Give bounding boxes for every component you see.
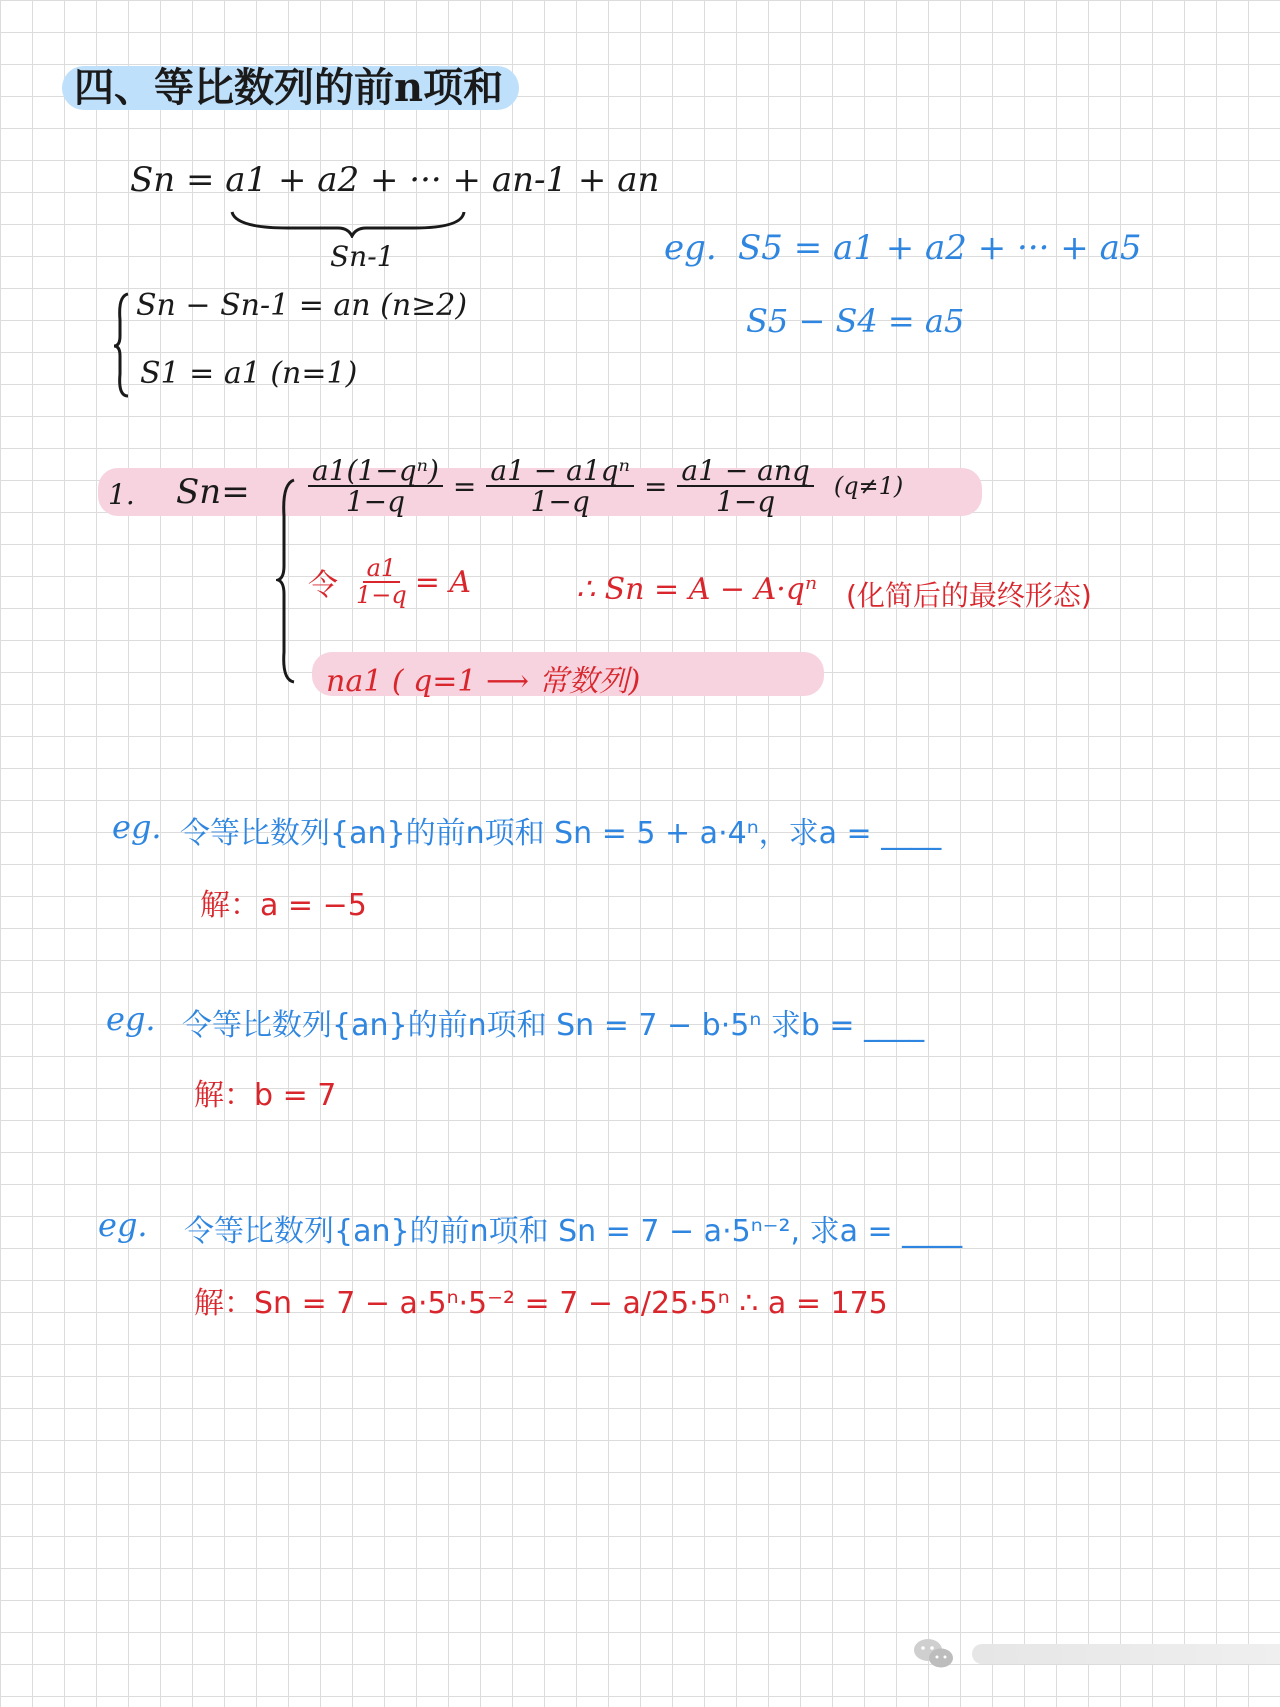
let-line (308, 556, 471, 608)
page-title: 四、等比数列的前n项和 (62, 66, 519, 110)
fraction-row (304, 456, 903, 517)
eg-label-3: eg. (98, 1206, 148, 1244)
formula-brace (276, 476, 298, 686)
formula-number: 1. (108, 478, 135, 511)
fraction-3 (677, 456, 813, 517)
simplified-note: (化简后的最终形态) (846, 579, 1092, 612)
system-brace (112, 290, 132, 400)
example-right-line-2: S5 − S4 = a5 (746, 302, 965, 340)
example-2-question: 令等比数列{an}的前n项和 Sn = 7 − b·5ⁿ 求b = ____ (182, 1008, 925, 1043)
case-q-equals-1: na1 ( q=1 ⟶ 常数列) (326, 664, 641, 699)
fraction-3-denominator: 1−q (716, 485, 776, 519)
let-fraction-denominator: 1−q (356, 581, 407, 610)
fraction-1 (308, 456, 443, 517)
watermark-bar (972, 1644, 1280, 1664)
example-3-question: 令等比数列{an}的前n项和 Sn = 7 − a·5ⁿ⁻², 求a = ____ (184, 1214, 963, 1249)
let-fraction (352, 556, 411, 608)
equals-sign: = (643, 469, 668, 503)
formula-condition: (q≠1) (833, 472, 904, 501)
fraction-2-denominator: 1−q (530, 485, 590, 519)
fraction-2-numerator: a1 − a1qⁿ (486, 456, 634, 487)
example-1-answer: 解：a = −5 (200, 888, 367, 923)
example-right-line-1: S5 = a1 + a2 + ··· + a5 (738, 228, 1142, 268)
watermark (912, 1636, 1280, 1672)
formula-lhs: Sn= (176, 472, 250, 512)
let-fraction-numerator: a1 (363, 556, 401, 583)
equals-sign: = (452, 469, 477, 503)
wechat-icon (912, 1636, 956, 1672)
fraction-1-denominator: 1−q (345, 485, 406, 519)
let-word: 令 (308, 568, 338, 604)
therefore-line: ∴ Sn = A − A·qⁿ (576, 572, 818, 607)
example-3-answer: 解：Sn = 7 − a·5ⁿ·5⁻² = 7 − a/25·5ⁿ ∴ a = 175 (194, 1286, 888, 1321)
system-line-2: S1 = a1 (n=1) (140, 356, 358, 391)
sn-definition: Sn = a1 + a2 + ··· + an-1 + an (130, 160, 660, 200)
brace-label: Sn-1 (330, 240, 395, 273)
fraction-3-numerator: a1 − anq (677, 456, 813, 487)
underbrace (228, 208, 468, 238)
eg-label-2: eg. (106, 1000, 156, 1038)
example-2-answer: 解：b = 7 (194, 1078, 337, 1113)
system-line-1: Sn − Sn-1 = an (n≥2) (136, 288, 468, 323)
eg-label-right: eg. (664, 228, 717, 268)
fraction-2 (486, 456, 634, 517)
eg-label-1: eg. (112, 808, 162, 846)
let-rhs: = A (414, 564, 472, 600)
example-1-question: 令等比数列{an}的前n项和 Sn = 5 + a·4ⁿ，求a = ____ (180, 816, 942, 851)
fraction-1-numerator: a1(1−qⁿ) (308, 456, 443, 487)
